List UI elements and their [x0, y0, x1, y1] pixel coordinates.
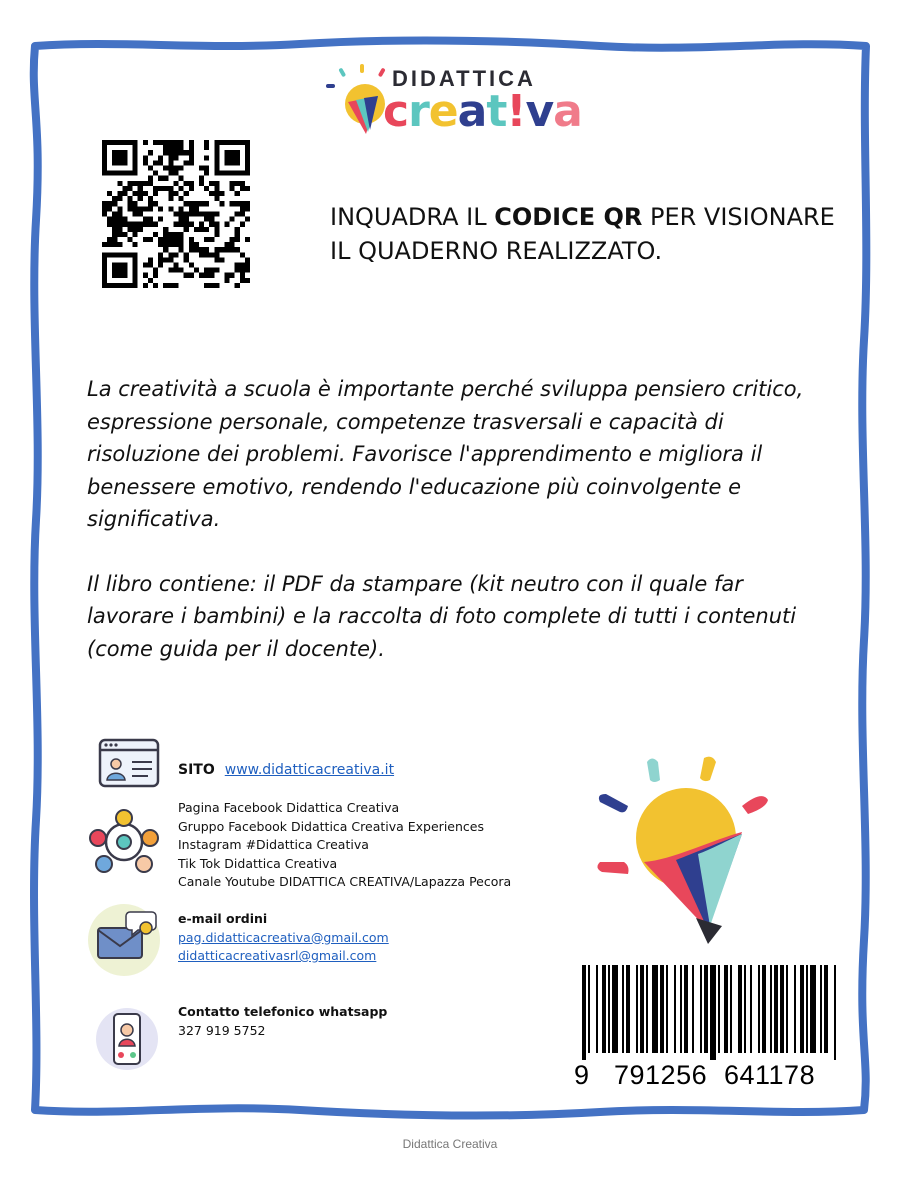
site-label: SITO: [178, 762, 215, 778]
email-link[interactable]: pag.didatticacreativa@gmail.com: [178, 929, 389, 945]
social-item: Instagram #Didattica Creativa: [178, 837, 369, 852]
paragraph-creativity: La creatività a scuola è importante perché sviluppa pensiero critico, espressione personale, competenze trasversali e capacità di risoluzione dei problemi. Favorisce l'apprendimento e migliora il benessere emotivo, rendendo l'educazione più coinvolgente e significativa.: [87, 377, 804, 531]
description: [87, 373, 827, 697]
barcode-digit-group: 791256: [614, 1060, 708, 1090]
social-network-icon: [86, 808, 162, 876]
logo-letter: a: [457, 86, 487, 137]
paragraph-book-contents: Il libro contiene: il PDF da stampare (kit neutro con il quale far lavorare i bambini) e la raccolta di foto complete di tutti i contenuti (come guida per il docente).: [87, 571, 797, 661]
barcode: [582, 965, 838, 1060]
logo-letter: r: [408, 86, 429, 137]
social-item: Tik Tok Didattica Creativa: [178, 855, 338, 871]
qr-caption-bold: CODICE QR: [494, 203, 643, 231]
phone-icon: [94, 1006, 160, 1072]
logo-letter: v: [525, 86, 554, 137]
social-list: [178, 799, 511, 892]
website-line: [178, 761, 394, 780]
social-item: Gruppo Facebook Didattica Creativa Experiences: [178, 818, 484, 834]
barcode-digit-group: 641178: [724, 1060, 816, 1090]
lightbulb-pencil-illustration: [592, 750, 782, 950]
email-link[interactable]: didatticacreativasrl@gmail.com: [178, 948, 377, 963]
logo-letter: a: [553, 86, 582, 137]
logo-text-didattica: DIDATTICA: [392, 66, 536, 91]
barcode-digit-group: 9: [574, 1060, 590, 1090]
email-block: [178, 910, 389, 966]
email-icon: [86, 902, 162, 978]
phone-number: 327 919 5752: [178, 1022, 266, 1038]
logo-letter: e: [428, 86, 458, 137]
logo-letter: !: [506, 86, 526, 137]
phone-label: Contatto telefonico whatsapp: [178, 1004, 388, 1019]
social-item: Pagina Facebook Didattica Creativa: [178, 800, 400, 815]
site-link[interactable]: www.didatticacreativa.it: [224, 762, 395, 778]
social-item: Canale Youtube DIDATTICA CREATIVA/Lapazza Pecora: [178, 874, 512, 889]
logo-letter: c: [383, 86, 409, 137]
website-icon: [98, 738, 160, 788]
phone-block: [178, 1003, 387, 1040]
logo-text-creativa: [383, 86, 582, 138]
email-label: e-mail ordini: [178, 911, 268, 926]
qr-instructions: INQUADRA IL CODICE QR PER VISIONARE IL QUADERNO REALIZZATO.: [330, 203, 835, 265]
qr-code[interactable]: [102, 140, 250, 288]
logo-letter: t: [486, 86, 507, 137]
page-footer: Didattica Creativa: [402, 1137, 498, 1151]
